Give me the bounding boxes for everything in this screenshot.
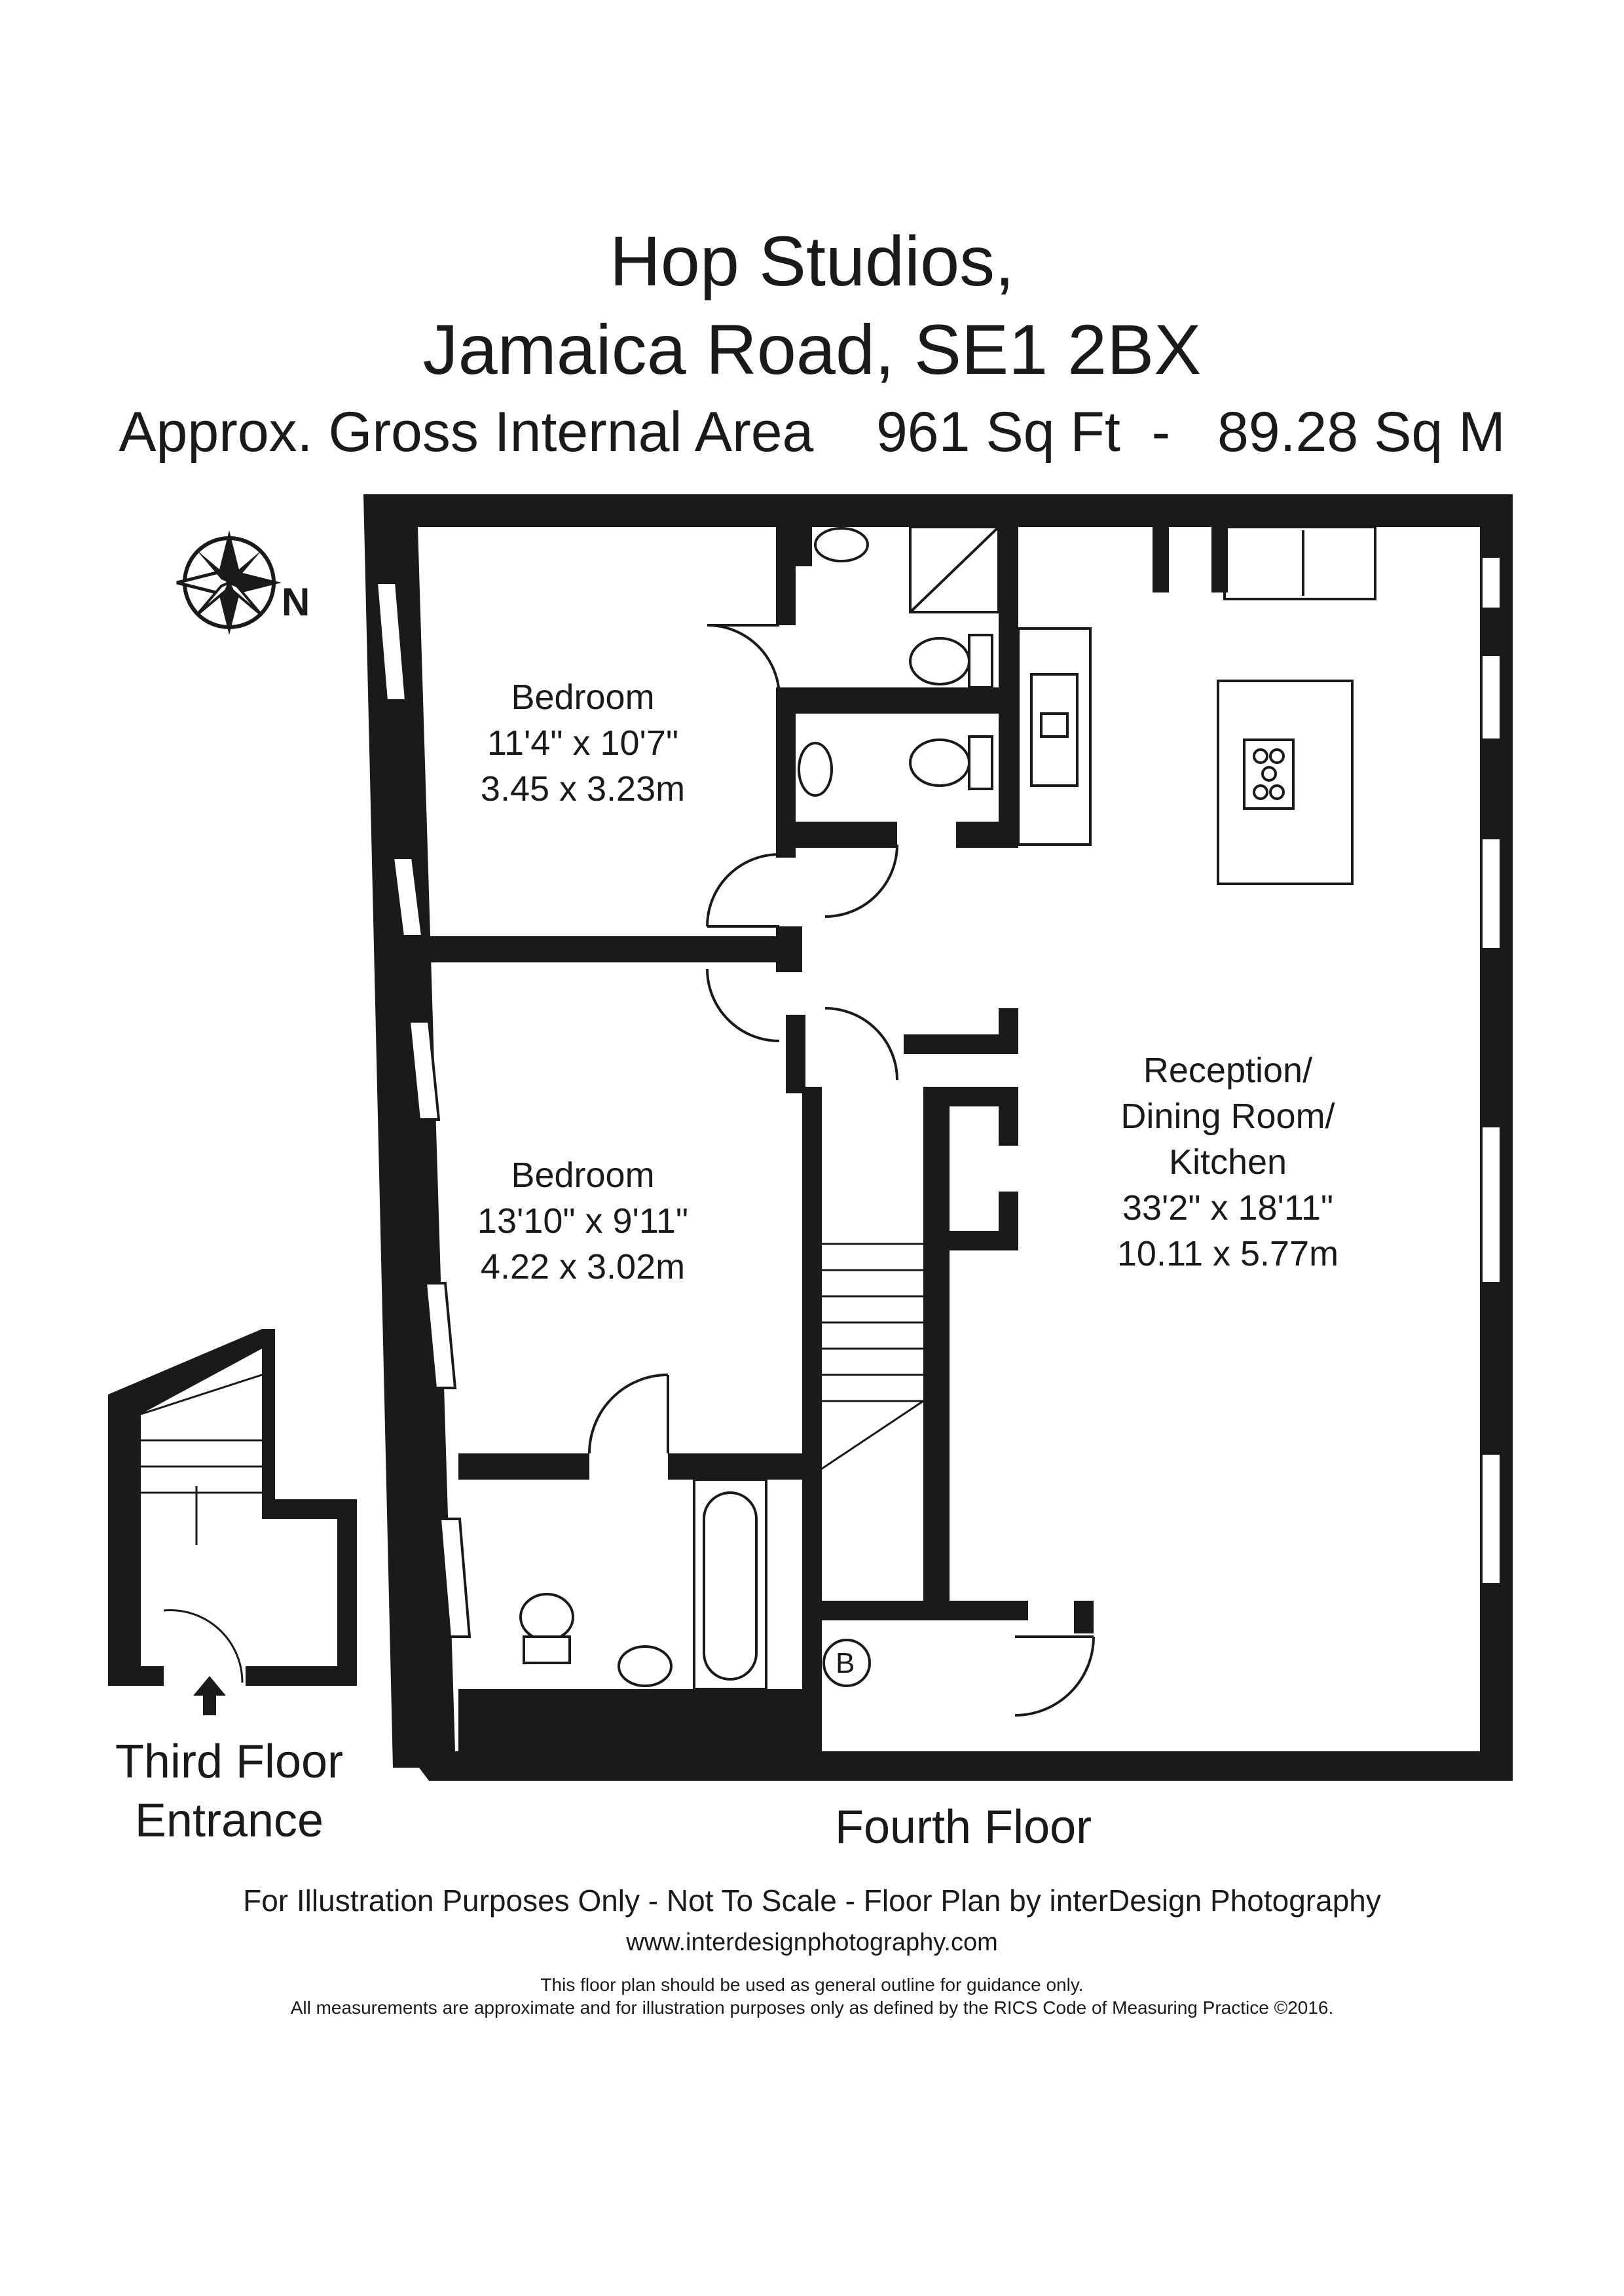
entrance-plan [108, 1329, 357, 1686]
floor-label-main: Fourth Floor [835, 1801, 1092, 1853]
room-name: Bedroom [511, 678, 655, 717]
room-label-bedroom-2 [386, 1152, 779, 1290]
title-line-2: Jamaica Road, SE1 2BX [422, 310, 1202, 389]
area-separator: - [1151, 401, 1171, 464]
room-size-imperial: 11'4" x 10'7" [487, 723, 679, 763]
room-label-bedroom-1 [386, 674, 779, 812]
compass-rose-icon [177, 530, 282, 635]
entrance-arrow-icon [193, 1676, 226, 1715]
area-sqm: 89.28 Sq M [1217, 401, 1505, 464]
room-label-reception [1031, 1048, 1424, 1277]
title-line-1: Hop Studios, [609, 221, 1015, 301]
room-size-imperial: 33'2" x 18'11" [1122, 1188, 1334, 1228]
room-size-metric: 4.22 x 3.02m [480, 1247, 686, 1286]
room-size-metric: 10.11 x 5.77m [1116, 1234, 1339, 1273]
entrance-stairs [141, 1375, 262, 1683]
room-name-line3: Kitchen [1168, 1142, 1287, 1182]
footer-note-1: This floor plan should be used as general outline for guidance only. [540, 1975, 1084, 1995]
room-name-line2: Dining Room/ [1120, 1097, 1335, 1136]
room-size-metric: 3.45 x 3.23m [480, 769, 686, 809]
footer-website[interactable]: www.interdesignphotography.com [626, 1929, 998, 1956]
area-sqft: 961 Sq Ft [876, 401, 1120, 464]
room-name-line1: Reception/ [1143, 1051, 1313, 1090]
floor-label-entrance-line1: Third Floor [115, 1736, 344, 1788]
room-name: Bedroom [511, 1156, 655, 1195]
area-label: Approx. Gross Internal Area [119, 401, 814, 464]
north-label: N [282, 580, 310, 624]
boiler-label: B [836, 1647, 855, 1679]
floor-label-entrance-line2: Entrance [134, 1795, 324, 1847]
room-size-imperial: 13'10" x 9'11" [477, 1201, 689, 1241]
footer-note-2: All measurements are approximate and for illustration purposes only as defined by the RICS Code of Measuring Practice ©2016. [290, 1997, 1334, 2018]
footer-disclaimer: For Illustration Purposes Only - Not To Scale - Floor Plan by interDesign Photography [243, 1884, 1381, 1918]
